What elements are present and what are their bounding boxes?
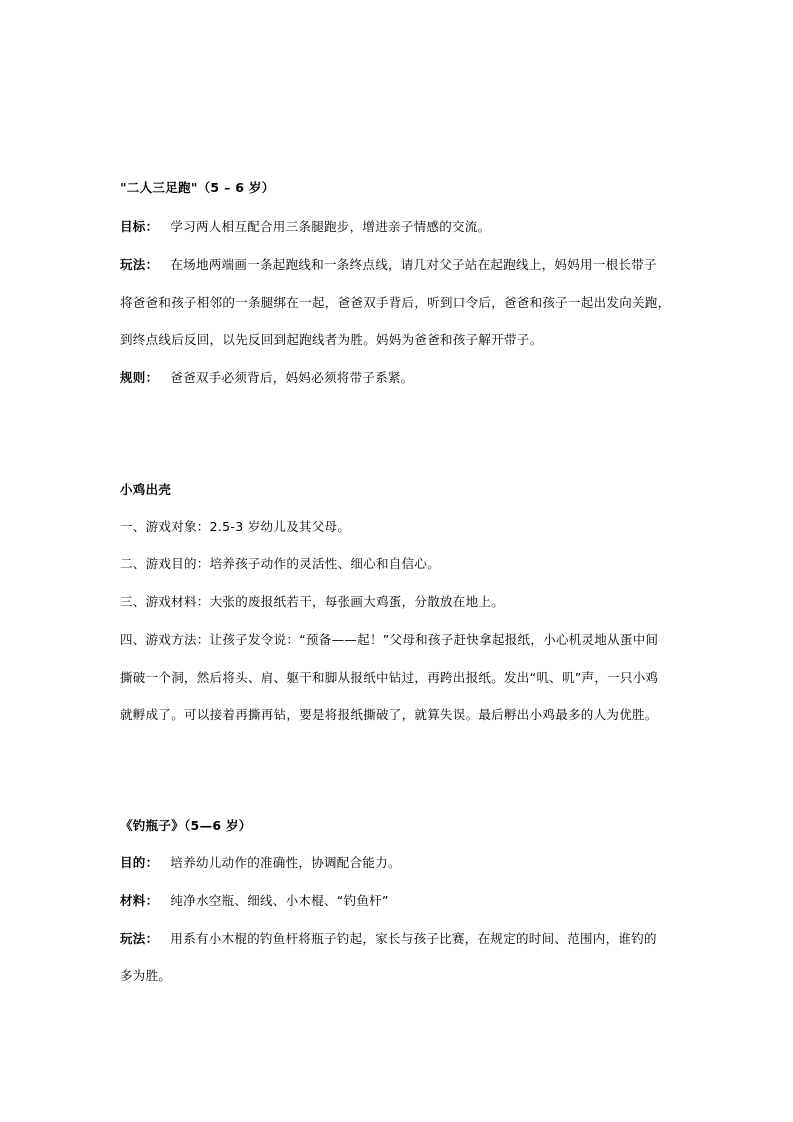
section2-item4-line1: 四、游戏方法：让孩子发令说：“预备——起！”父母和孩子赶快拿起报纸，小心机灵地从蛋中间	[120, 632, 659, 647]
section3-material	[120, 893, 389, 909]
section1-play-label: 玩法：	[120, 257, 159, 272]
section1-rule-text: 爸爸双手必须背后，妈妈必须将带子系紧。	[170, 370, 414, 385]
section3-goal	[120, 855, 401, 871]
section1-play-line1: 在场地两端画一条起跑线和一条终点线，请几对父子站在起跑线上，妈妈用一根长带子	[170, 257, 657, 272]
section1-goal	[120, 219, 490, 235]
section2-item4-line2: 撕破一个洞，然后将头、肩、躯干和脚从报纸中钻过，再跨出报纸。发出“叽、叽”声，一只小鸡	[120, 670, 659, 685]
section1-rule-label: 规则：	[120, 370, 159, 385]
section1-play	[120, 257, 657, 273]
section3-title: 《钓瓶子》（5—6 岁）	[120, 818, 252, 833]
section1-goal-text: 学习两人相互配合用三条腿跑步，增进亲子情感的交流。	[170, 219, 491, 234]
section1-title: "二人三足跑"（5 – 6 岁）	[120, 180, 275, 195]
section1-play-line2: 将爸爸和孩子相邻的一条腿绑在一起，爸爸双手背后，听到口令后，爸爸和孩子一起出发向关跑，	[120, 295, 671, 310]
section3-play-line2: 多为胜。	[120, 968, 172, 983]
section1-play-line3: 到终点线后反回，以先反回到起跑线者为胜。妈妈为爸爸和孩子解开带子。	[120, 332, 543, 347]
section1-goal-label: 目标：	[120, 219, 159, 234]
section3-goal-label: 目的：	[120, 855, 159, 870]
section2-item1: 一、游戏对象：2.5-3 岁幼儿及其父母。	[120, 519, 351, 534]
section3-play-label: 玩法：	[120, 931, 159, 946]
section3-material-label: 材料：	[120, 893, 159, 908]
section3-play	[120, 931, 657, 947]
section2-item3: 三、游戏材料：大张的废报纸若干，每张画大鸡蛋，分散放在地上。	[120, 594, 505, 609]
section1-rule	[120, 370, 414, 386]
section2-item4-line3: 就孵成了。可以接着再撕再钻，要是将报纸撕破了，就算失误。最后孵出小鸡最多的人为优胜。	[120, 707, 658, 722]
section3-material-text: 纯净水空瓶、细线、小木棍、“钓鱼杆”	[170, 893, 389, 908]
section3-play-line1: 用系有小木棍的钓鱼杆将瓶子钓起，家长与孩子比赛，在规定的时间、范围内，谁钓的	[170, 931, 657, 946]
section2-item2: 二、游戏目的：培养孩子动作的灵活性、细心和自信心。	[120, 556, 441, 571]
section3-goal-text: 培养幼儿动作的准确性，协调配合能力。	[170, 855, 401, 870]
section2-title: 小鸡出壳	[120, 482, 172, 497]
